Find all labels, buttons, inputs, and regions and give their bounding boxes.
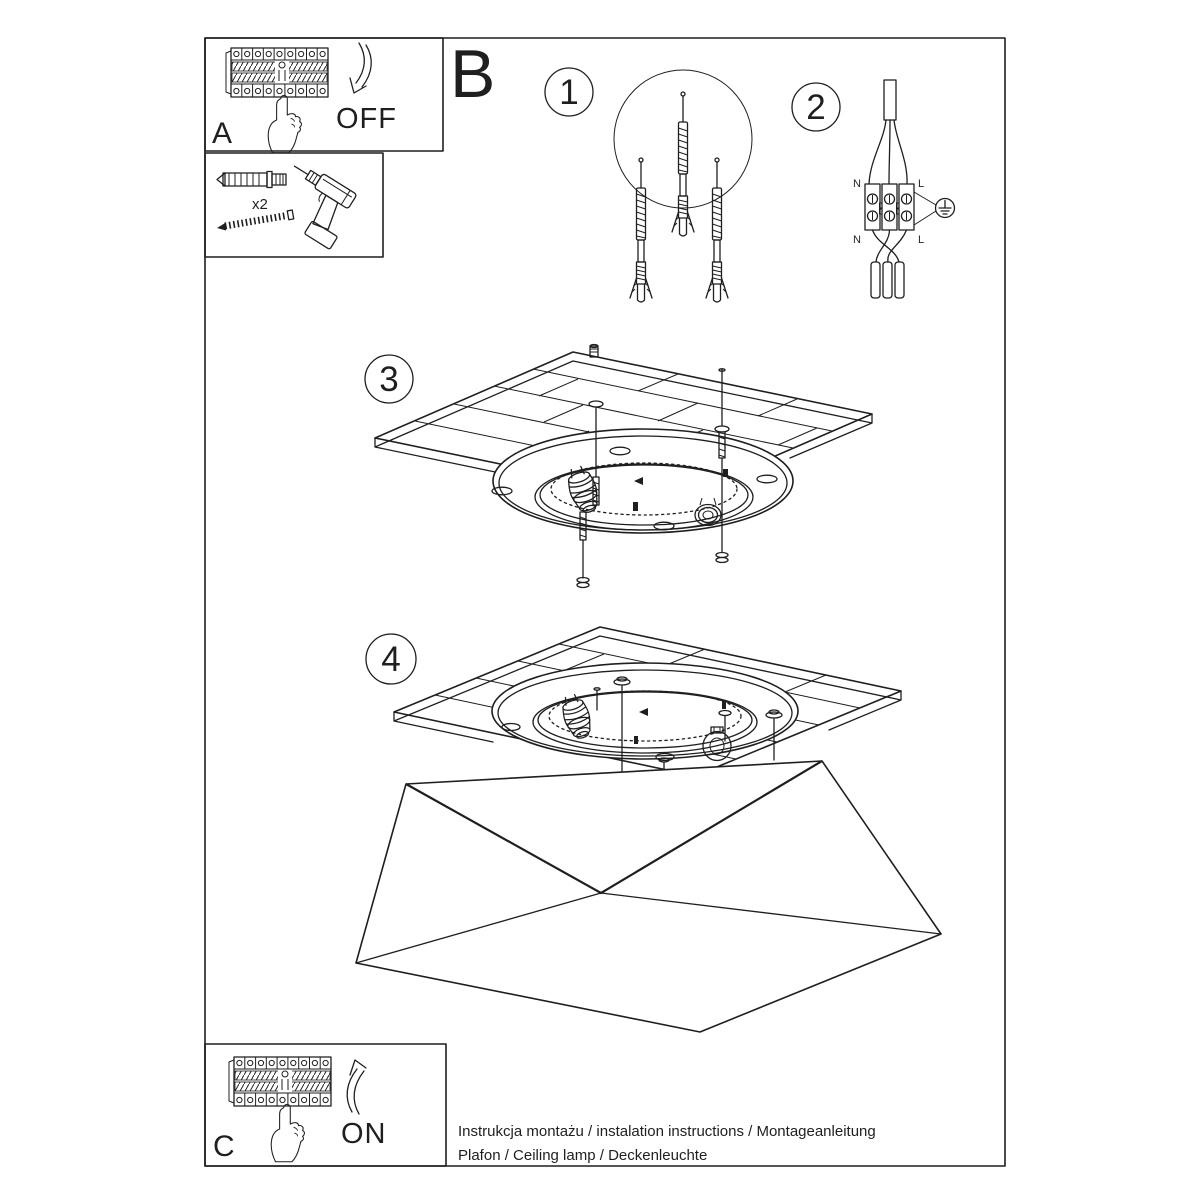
- pointing-hand-icon: [271, 1104, 304, 1161]
- section-b-label: B: [450, 36, 496, 112]
- anchor-assembly: [672, 92, 694, 236]
- box-a-label: A: [212, 117, 233, 150]
- anchor-assembly: [630, 158, 652, 302]
- tools-box: [217, 159, 362, 250]
- wire-label-n-top: N: [853, 178, 861, 190]
- curved-arrow-up-icon: [347, 1060, 366, 1114]
- step3-number: 3: [379, 360, 399, 399]
- curved-arrow-down-icon: [350, 43, 371, 93]
- mounting-ring: [492, 663, 798, 761]
- breaker-panel-icon: [229, 1057, 331, 1106]
- pointing-hand-icon: [268, 95, 301, 152]
- lamp-wires: [871, 230, 907, 298]
- wire-label-l-top: L: [918, 178, 925, 190]
- step2-wiring: [792, 80, 955, 298]
- wall-plug-icon: [217, 172, 286, 188]
- step1-anchors: [545, 68, 752, 302]
- step-a-power-off: [212, 43, 397, 153]
- wire-label-l-bottom: L: [918, 234, 925, 246]
- step1-number: 1: [559, 73, 579, 112]
- drill-icon: [267, 159, 362, 250]
- step-c-power-on: [213, 1057, 387, 1163]
- caption-line1: Instrukcja montażu / instalation instructions / Montageanleitung: [458, 1123, 876, 1140]
- on-label: ON: [341, 1118, 387, 1150]
- hexagonal-shade: [356, 761, 941, 1032]
- wire-label-n-bottom: N: [853, 234, 861, 246]
- quantity-label: x2: [252, 196, 268, 213]
- box-c-label: C: [213, 1130, 235, 1163]
- caption-line2: Plafon / Ceiling lamp / Deckenleuchte: [458, 1147, 708, 1164]
- step3-mounting: [365, 345, 872, 588]
- step4-number: 4: [381, 640, 401, 679]
- breaker-panel-icon: [226, 48, 328, 97]
- anchor-assembly: [706, 158, 728, 302]
- terminal-block: [865, 184, 914, 230]
- step4-shade: [356, 627, 941, 1032]
- power-cable: [869, 80, 907, 184]
- mounting-ring: [492, 429, 793, 533]
- footer-captions: [458, 1123, 876, 1164]
- screw-icon: [217, 210, 294, 230]
- earth-ground-icon: [914, 192, 955, 225]
- detail-circle: [614, 70, 752, 208]
- step2-number: 2: [806, 88, 826, 127]
- off-label: OFF: [336, 103, 397, 135]
